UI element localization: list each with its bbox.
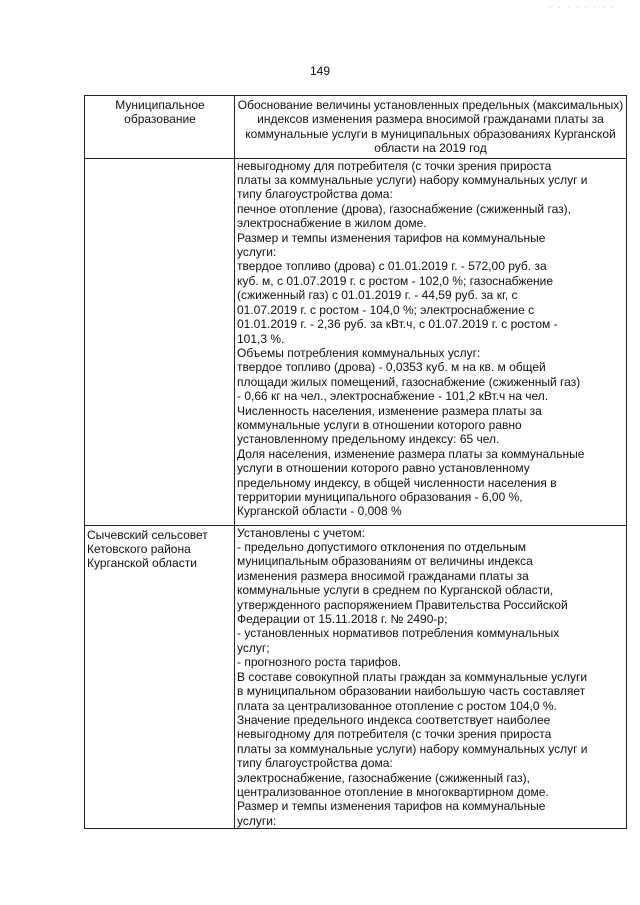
text-line: услуги: [237,813,277,828]
text-line: Федерации от 15.11.2018 г. № 2490-р; [237,612,448,627]
text-line: установленному предельному индексу: 65 чел. [237,432,500,447]
text-line: 101,3 %. [237,331,285,346]
text-line: коммунальные услуги в отношении которого равно [237,417,522,432]
text-line: услуги в отношении которого равно установленному [237,461,530,476]
text-line: 01.07.2019 г. с ростом - 104,0 %; электроснабжение с [237,302,535,317]
text-line: услуги: [237,245,277,260]
header-right-line: Обоснование величины установленных предельных [237,98,530,112]
text-line: Объемы потребления коммунальных услуг: [237,345,481,360]
text-line: - установленных нормативов потребления коммунальных [237,626,560,641]
row1-justification [235,158,627,525]
header-municipality [85,96,235,159]
text-line: Курганской области - 0,008 % [237,504,402,519]
text-line: площади жилых помещений, газоснабжение (сжиженный газ) [237,374,581,389]
text-line: централизованное отопление в многоквартирном доме. [237,784,549,799]
text-line: печное отопление (дрова), газоснабжение (сжиженный газ), [237,201,571,216]
text-line: в муниципальном образовании наибольшую часть составляет [237,684,586,699]
text-line: В составе совокупной платы граждан за коммунальные услуги [237,669,588,684]
municipality-line: Сычевский сельсовет [87,527,208,542]
text-line: утвержденного распоряжением Правительства Российской [237,597,568,612]
text-line: территории муниципального образования - 6,00 %, [237,489,523,504]
header-right-line: образованиях Курганской области на 2019 год [374,126,616,156]
table-header-row [85,96,627,159]
text-line: невыгодному для потребителя (с точки зрения прироста [237,727,552,742]
text-line: - предельно допустимого отклонения по отдельным [237,540,526,555]
text-line: (сжиженный газ) с 01.01.2019 г. - 44,59 руб. за кг, с [237,288,518,303]
text-line: платы за коммунальные услуги) набору коммунальных услуг и [237,173,588,188]
text-line: электроснабжение в жилом доме. [237,216,427,231]
text-line: типу благоустройства дома: [237,756,393,771]
text-line: типу благоустройства дома: [237,187,393,202]
text-line: услуг; [237,640,270,655]
text-line: платы за коммунальные услуги) набору коммунальных услуг и [237,741,588,756]
header-right-line: гражданами платы за коммунальные услуги в муниципальных [245,112,604,141]
text-line: твердое топливо (дрова) с 01.01.2019 г. - 572,00 руб. за [237,259,547,274]
page-number: 149 [309,64,331,78]
text-line: электроснабжение, газоснабжение (сжиженный газ), [237,770,530,785]
header-justification [235,96,627,159]
text-line: Доля населения, изменение размера платы за коммунальные [237,446,585,461]
row2-justification [235,525,627,829]
text-line: плата за централизованное отопление с ростом 104,0 %. [237,698,557,713]
scan-artifact: · · · · · · · · [549,3,616,12]
justification-table [84,95,627,829]
text-line: коммунальные услуги в среднем по Курганской области, [237,583,554,598]
text-line: Значение предельного индекса соответствует наиболее [237,712,551,727]
header-left-line: Муниципальное [115,98,205,112]
text-line: Размер и темпы изменения тарифов на коммунальные [237,799,546,814]
table-row [85,525,627,829]
header-right-line: (максимальных) индексов изменения размера вносимой [257,98,624,127]
table-row [85,158,627,525]
text-line: Установлены с учетом: [237,525,365,540]
text-line: муниципальным образованиям от величины индекса [237,554,533,569]
text-line: изменения размера вносимой гражданами платы за [237,568,529,583]
header-left-line: образование [124,112,196,127]
text-line: невыгодному для потребителя (с точки зрения прироста [237,158,552,173]
municipality-line: Курганской области [87,556,197,571]
text-line: твердое топливо (дрова) - 0,0353 куб. м на кв. м общей [237,360,546,375]
text-line: Размер и темпы изменения тарифов на коммунальные [237,230,546,245]
text-line: - 0,66 кг на чел., электроснабжение - 101,2 кВт.ч на чел. [237,389,549,404]
text-line: предельному индексу, в общей численности населения в [237,475,557,490]
row2-municipality [85,525,235,829]
text-line: Численность населения, изменение размера платы за [237,403,542,418]
text-line: 01.01.2019 г. - 2,36 руб. за кВт.ч, с 01.07.2019 г. с ростом - [237,317,558,332]
text-line: - прогнозного роста тарифов. [237,655,402,670]
text-line: куб. м, с 01.07.2019 г. с ростом - 102,0 %; газоснабжение [237,273,554,288]
municipality-line: Кетовского района [87,542,191,557]
row1-municipality [85,158,235,525]
